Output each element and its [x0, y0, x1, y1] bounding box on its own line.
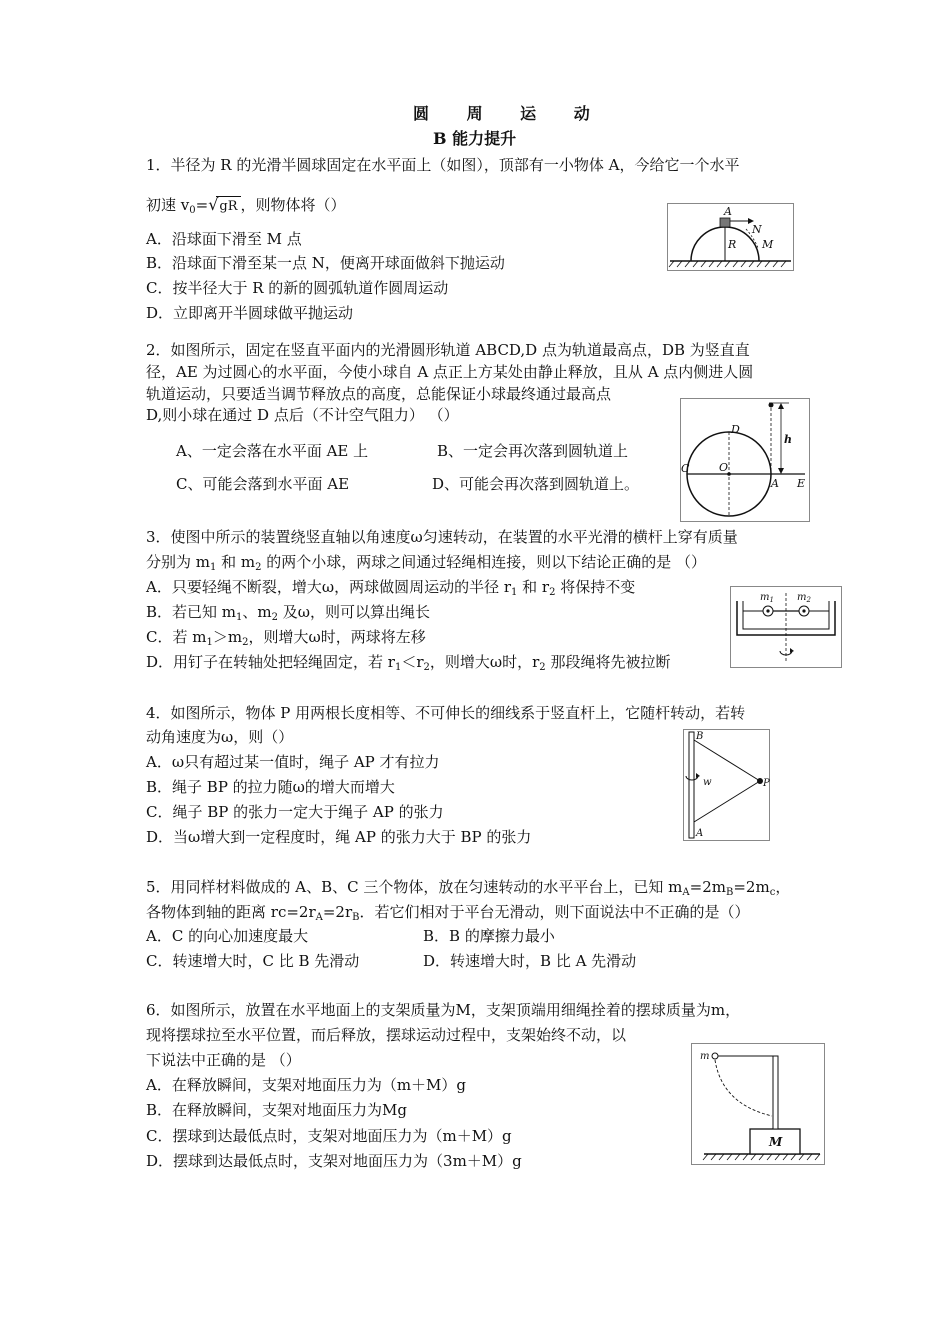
q2-stem-line1: 2．如图所示，固定在竖直平面内的光滑圆形轨道 ABCD,D 点为轨道最高点，DB 为竖直直 [146, 341, 750, 359]
q2-stem-line2: 径，AE 为过圆心的水平面，今使小球自 A 点正上方某处由静止释放，且从 A 点内侧进人圆 [146, 363, 754, 381]
q5-option-c: C．转速增大时，C 比 B 先滑动 [146, 952, 360, 970]
q3-stem-line2: 分别为 $m_1$ 和 $m_2$ 的两个小球，两球之间通过轻绳相连接，则以下结论正确的是 （） [146, 553, 707, 573]
q3-option-a: A．只要轻绳不断裂，增大ω，两球做圆周运动的半径 $r_1$ 和 $r_2$ 将保持不变 [146, 578, 636, 598]
q6-fig-label-big-m: M [769, 1135, 783, 1149]
q5-option-a: A．C 的向心加速度最大 [146, 927, 309, 945]
q2-option-c: C、可能会落到水平面 AE [176, 475, 350, 493]
q2-fig-label-a: A [771, 477, 779, 490]
q6-stem-line3: 下说法中正确的是 （） [146, 1051, 301, 1069]
q3-option-c: C．若 $m_1>m_2$，则增大ω时，两球将左移 [146, 628, 426, 648]
q2-option-b: B、一定会再次落到圆轨道上 [437, 442, 629, 460]
q6-stem-line2: 现将摆球拉至水平位置，而后释放，摆球运动过程中，支架始终不动，以 [146, 1026, 627, 1044]
q1-option-a: A．沿球面下滑至 M 点 [146, 230, 302, 248]
q2-stem-line4: D,则小球在通过 D 点后（不计空气阻力） （） [146, 406, 459, 424]
q2-fig-label-c: C [681, 462, 690, 475]
q1-fig-label-r: R [728, 238, 737, 251]
q2-stem-line3: 轨道运动，只要适当调节释放点的高度，总能保证小球最终通过最高点 [146, 385, 612, 403]
q2-option-d: D、可能会再次落到圆轨道上。 [432, 475, 640, 493]
q4-stem-line2: 动角速度为ω，则（） [146, 728, 294, 746]
q1-option-d: D．立即离开半圆球做平抛运动 [146, 304, 354, 322]
q3-option-b: B．若已知 $m_1$、$m_2$ 及ω，则可以算出绳长 [146, 603, 431, 623]
q1-stem-line1: 1．半径为 R 的光滑半圆球固定在水平面上（如图），顶部有一小物体 A，今给它一个水平 [146, 156, 740, 174]
q6-pendulum-stand-figure [691, 1043, 825, 1165]
q6-stem-line1: 6．如图所示，放置在水平地面上的支架质量为M，支架顶端用细绳拴着的摆球质量为m， [146, 1001, 741, 1019]
q4-option-c: C．绳子 BP 的张力一定大于绳子 AP 的张力 [146, 803, 444, 821]
q2-fig-label-o: O [719, 461, 729, 474]
q1-fig-label-m: M [762, 238, 774, 251]
q2-option-a: A、一定会落在水平面 AE 上 [176, 442, 369, 460]
q6-option-c: C．摆球到达最低点时，支架对地面压力为（m＋M）g [146, 1127, 512, 1145]
q1-option-b: B．沿球面下滑至某一点 N，便离开球面做斜下抛运动 [146, 254, 505, 272]
q3-rotating-frame-figure [730, 586, 842, 668]
q3-option-d: D．用钉子在转轴处把轻绳固定，若 $r_1<r_2$，则增大ω时，$r_2$ 那段绳将先被拉断 [146, 653, 671, 673]
q5-stem-line1: 5．用同样材料做成的 A、B、C 三个物体，放在匀速转动的水平平台上，已知 $m_A=2m_B=2m_c$， [146, 878, 791, 898]
q1-fig-label-a: A [724, 205, 732, 218]
q5-option-d: D．转速增大时，B 比 A 先滑动 [423, 952, 637, 970]
q6-option-d: D．摆球到达最低点时，支架对地面压力为（3m＋M）g [146, 1152, 522, 1170]
page-title: 圆 周 运 动 [413, 104, 606, 123]
q3-stem-line1: 3．使图中所示的装置绕竖直轴以角速度ω匀速转动，在装置的水平光滑的横杆上穿有质量 [146, 528, 738, 546]
q5-stem-line2: 各物体到轴的距离 $rc=2r_A=2r_B$．若它们相对于平台无滑动，则下面说法中不正确的是（） [146, 903, 750, 923]
q4-option-a: A．ω只有超过某一值时，绳子 AP 才有拉力 [146, 753, 440, 771]
q4-option-b: B．绳子 BP 的拉力随ω的增大而增大 [146, 778, 395, 796]
q4-fig-label-p: P [763, 778, 770, 789]
q1-hemisphere-figure [667, 203, 794, 271]
q2-circular-track-figure [680, 398, 810, 522]
q3-fig-label-m2: $m_2$ [797, 592, 811, 604]
page-subtitle: B 能力提升 [433, 129, 517, 148]
q4-rod-and-strings-figure [683, 729, 770, 841]
q4-option-d: D．当ω增大到一定程度时，绳 AP 的张力大于 BP 的张力 [146, 828, 532, 846]
q2-fig-label-d: D [731, 423, 740, 436]
q1-fig-label-n: N [752, 223, 762, 236]
q6-fig-label-m: m [700, 1051, 710, 1062]
q2-fig-label-e: E [797, 477, 806, 490]
q3-fig-label-m1: $m_1$ [760, 592, 774, 604]
q6-option-a: A．在释放瞬间，支架对地面压力为（m＋M）g [146, 1076, 467, 1094]
q1-option-c: C．按半径大于 R 的新的圆弧轨道作圆周运动 [146, 279, 449, 297]
q4-stem-line1: 4．如图所示，物体 P 用两根长度相等、不可伸长的细线系于竖直杆上，它随杆转动，若转 [146, 704, 746, 722]
q4-fig-label-b: B [696, 731, 704, 742]
q1-stem-line2: 初速 $v_0=√gR$ ，则物体将（） [146, 195, 346, 216]
q5-option-b: B．B 的摩擦力最小 [423, 927, 555, 945]
q2-fig-label-h: h [784, 433, 792, 446]
q4-fig-label-w: w [703, 777, 712, 788]
q4-fig-label-a: A [696, 828, 704, 839]
q6-option-b: B．在释放瞬间，支架对地面压力为Mg [146, 1101, 407, 1119]
